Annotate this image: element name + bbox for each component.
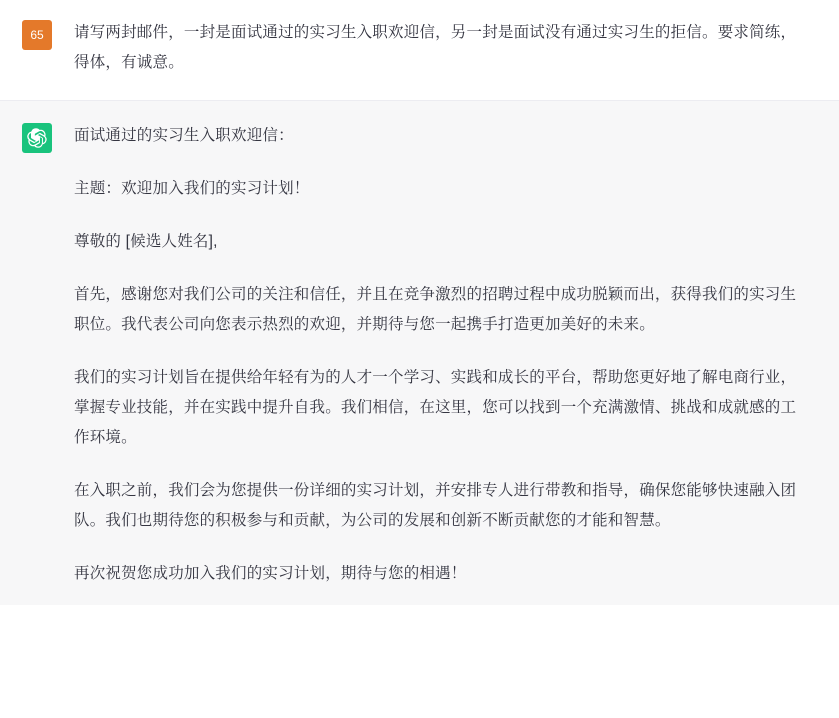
assistant-message-text [74, 121, 809, 589]
assistant-paragraph-0: 面试通过的实习生入职欢迎信： [74, 127, 294, 144]
assistant-paragraph-6: 再次祝贺您成功加入我们的实习计划，期待与您的相遇！ [74, 565, 467, 582]
assistant-paragraph-3: 首先，感谢您对我们公司的关注和信任，并且在竞争激烈的招聘过程中成功脱颖而出，获得我们的实习生职位。我代表公司向您表示热烈的欢迎，并期待与您一起携手打造更加美好的未来。 [74, 286, 797, 333]
user-avatar-container [22, 18, 74, 50]
user-message-text [74, 18, 809, 78]
assistant-paragraph-2: 尊敬的 [候选人姓名], [74, 233, 218, 250]
openai-logo-icon [22, 123, 52, 153]
assistant-paragraph-1: 主题：欢迎加入我们的实习计划！ [74, 180, 310, 197]
assistant-paragraph-4: 我们的实习计划旨在提供给年轻有为的人才一个学习、实践和成长的平台，帮助您更好地了解电商行业，掌握专业技能，并在实践中提升自我。我们相信，在这里，您可以找到一个充满激情、挑战和成就感的工作环境。 [74, 369, 797, 446]
user-message-paragraph: 请写两封邮件，一封是面试通过的实习生入职欢迎信，另一封是面试没有通过实习生的拒信。要求简练，得体，有诚意。 [74, 24, 797, 71]
user-message-body [74, 18, 817, 78]
assistant-avatar-container [22, 121, 74, 153]
assistant-message-body [74, 121, 817, 589]
user-message-turn [0, 0, 839, 101]
assistant-message-turn [0, 101, 839, 605]
user-avatar-label: 65 [30, 28, 44, 42]
assistant-paragraph-5: 在入职之前，我们会为您提供一份详细的实习计划，并安排专人进行带教和指导，确保您能够快速融入团队。我们也期待您的积极参与和贡献，为公司的发展和创新不断贡献您的才能和智慧。 [74, 482, 797, 529]
user-avatar [22, 20, 52, 50]
